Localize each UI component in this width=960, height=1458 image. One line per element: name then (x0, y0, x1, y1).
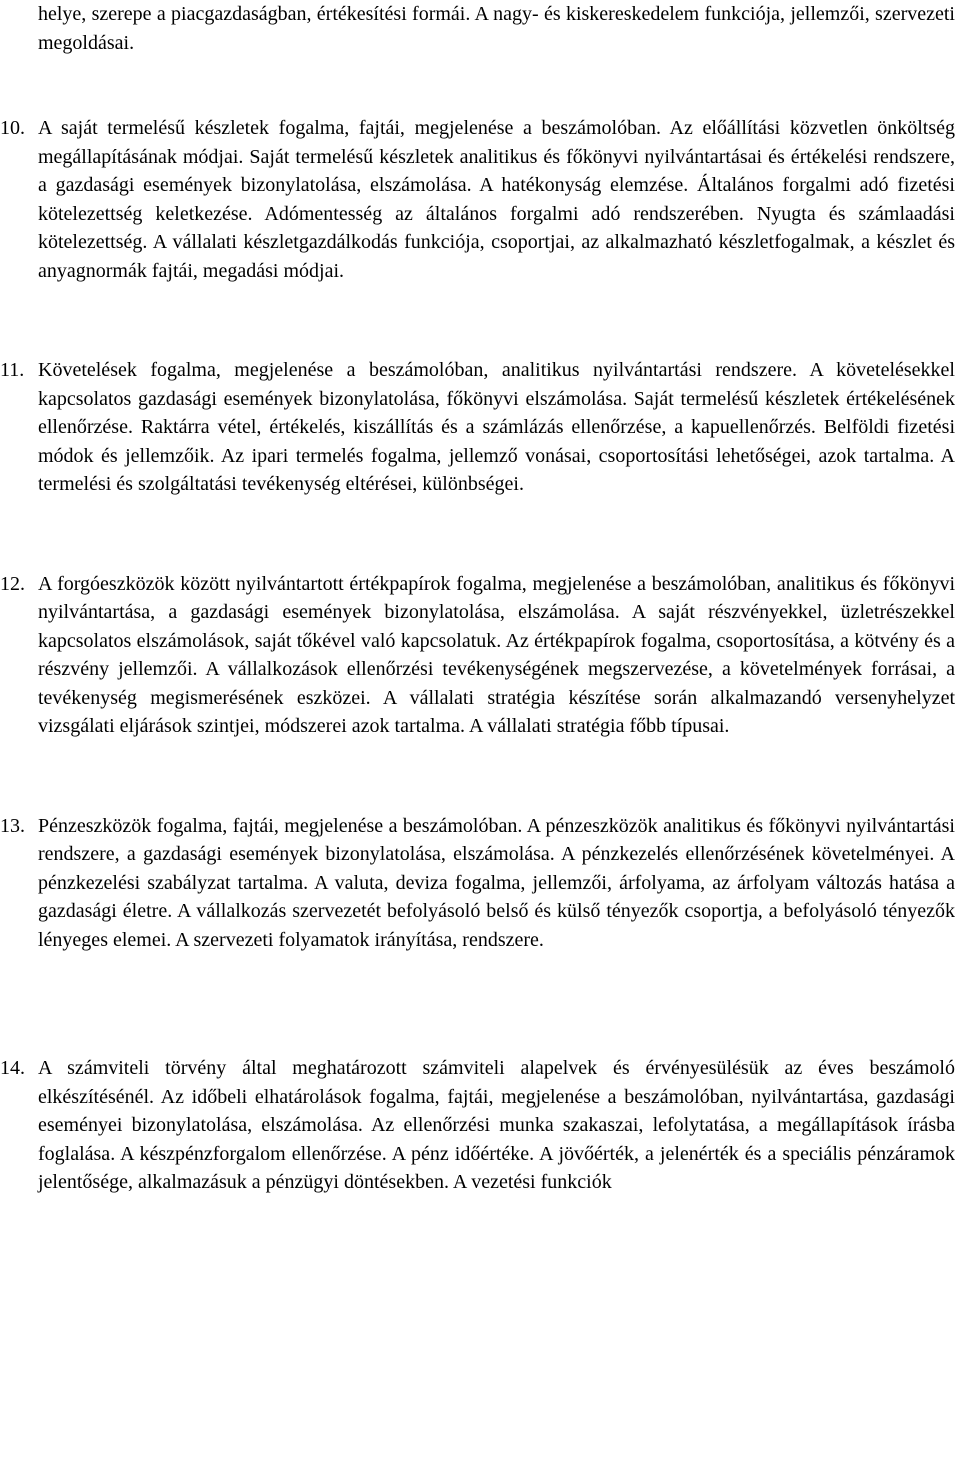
topic-item-12 (0, 570, 955, 741)
topic-text: Követelések fogalma, megjelenése a beszámolóban, analitikus nyilvántartási rendszere. A követelésekkel kapcsolatos gazdasági események bizonylatolása, főkönyvi elszámolása. Saját termelésű készletek értékelésének ellenőrzése. Raktárra vétel, értékelés, kiszállítás és a számlázás ellenőrzése, a kapuellenőrzés. Belföldi fizetési módok és jellemzőik. Az ipari termelés fogalma, jellemző vonásai, csoportosítási lehetőségei, azok tartalma. A termelési és szolgáltatási tevékenység eltérései, különbségei. (38, 359, 955, 495)
topic-text: Pénzeszközök fogalma, fajtái, megjelenése a beszámolóban. A pénzeszközök analitikus és főkönyvi nyilvántartási rendszere, a gazdasági események bizonylatolása, elszámolása. A pénzkezelés ellenőrzésének követelményei. A pénzkezelési szabályzat tartalma. A valuta, deviza fogalma, jellemzői, árfolyama, az árfolyam változás hatása a gazdasági életre. A vállalkozás szervezetét befolyásoló belső és külső tényezők csoportja, a befolyásoló tényezők lényeges elemei. A szervezeti folyamatok irányítása, rendszere. (38, 814, 955, 951)
topic-text: A saját termelésű készletek fogalma, fajtái, megjelenése a beszámolóban. Az előállítási közvetlen önköltség megállapításának módjai. Saját termelésű készletek analitikus és főkönyvi nyilvántartásai és értékelési rendszere, a gazdasági események bizonylatolása, elszámolása. A hatékonyság elemzése. Általános forgalmi adó fizetési kötelezettség keletkezése. Adómentesség az általános forgalmi adó rendszerében. Nyugta és számlaadási kötelezettség. A vállalati készletgazdálkodás funkciója, csoportjai, az alkalmazható készletfogalmak, a készlet és anyagnormák fajtái, megadási módjai. (38, 117, 955, 282)
topic-number: 10. (0, 117, 25, 139)
topic-number: 13. (0, 814, 25, 837)
topic-item-11 (0, 356, 955, 499)
topic-text: A számviteli törvény által meghatározott számviteli alapelvek és érvényesülésük az éves beszámoló elkészítésénél. Az időbeli elhatárolások fogalma, fajtái, megjelenése a beszámolóban, nyilvántartása, gazdasági eseményei bizonylatolása, elszámolása. Az ellenőrzési munka szakaszai, lefolytatása, a megállapítások írásba foglalása. A készpénzforgalom ellenőrzése. A pénz időértéke. A jövőérték, a jelenérték és a speciális pénzáramok jelentősége, alkalmazásuk a pénzügyi döntésekben. A vezetési funkciók (38, 1057, 955, 1193)
intro-paragraph: helye, szerepe a piacgazdaságban, értékesítési formái. A nagy- és kiskereskedelem funkciója, jellemzői, szervezeti megoldásai. (38, 3, 955, 54)
topic-text: A forgóeszközök között nyilvántartott értékpapírok fogalma, megjelenése a beszámolóban, analitikus és főkönyvi nyilvántartása, a gazdasági események bizonylatolása, elszámolása. A saját részvényekkel, üzletrészekkel kapcsolatos elszámolások, saját tőkével való kapcsolatuk. Az értékpapírok fogalma, csoportosítása, a kötvény és a részvény jellemzői. A vállalkozások ellenőrzési tevékenységének megszervezése, a követelmények forrásai, a tevékenység megismerésének eszközei. A vállalati stratégia készítése során alkalmazandó versenyhelyzet vizsgálati eljárások szintjei, módszerei azok tartalma. A vállalati stratégia főbb típusai. (38, 572, 955, 737)
topic-number: 14. (0, 1057, 25, 1079)
topic-item-14 (0, 1054, 955, 1197)
topic-number: 12. (0, 572, 25, 595)
topic-item-13 (0, 812, 955, 955)
topic-item-10 (0, 114, 955, 285)
topic-number: 11. (0, 359, 25, 381)
